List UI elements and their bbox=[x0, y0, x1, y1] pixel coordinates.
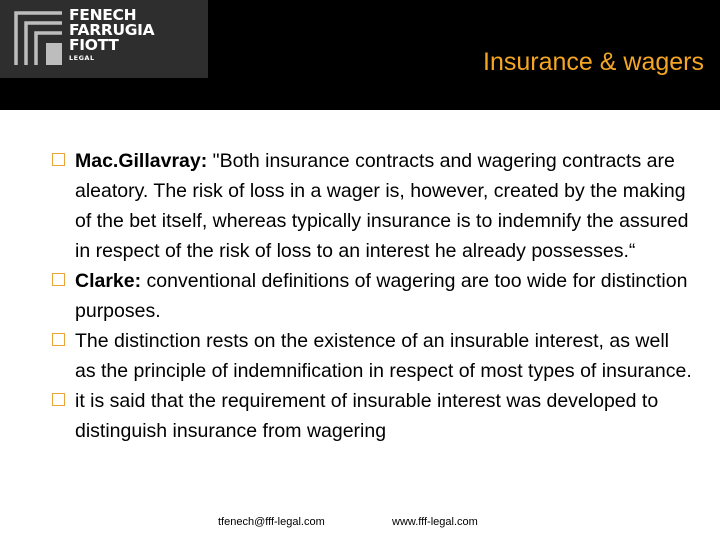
bullet-lead: Clarke: bbox=[75, 270, 142, 292]
bullet-text: "Both insurance contracts and wagering contracts are aleatory. The risk of loss in a wager is, however, created by the making of the bet itself, whereas typically insurance is to indemnify the assured in respect of the risk of loss to an interest he already possesses.“ bbox=[75, 150, 689, 262]
bullet-item bbox=[52, 266, 692, 326]
bullet-item bbox=[52, 146, 692, 266]
bullet-square-icon bbox=[52, 273, 65, 286]
logo-line: FENECH bbox=[69, 6, 137, 24]
footer-email: tfenech@fff-legal.com bbox=[218, 516, 325, 528]
bullet-item bbox=[52, 386, 692, 446]
bullet-square-icon bbox=[52, 393, 65, 406]
logo-line: FIOTT bbox=[69, 36, 119, 54]
footer-website: www.fff-legal.com bbox=[392, 516, 478, 528]
bullet-text: conventional definitions of wagering are too wide for distinction purposes. bbox=[75, 270, 688, 322]
bullet-square-icon bbox=[52, 153, 65, 166]
bullet-text: The distinction rests on the existence of an insurable interest, as well as the principle of indemnification in respect of most types of insurance. bbox=[75, 330, 692, 382]
company-logo bbox=[0, 0, 208, 78]
logo-subline: LEGAL bbox=[69, 54, 95, 62]
bullet-lead: Mac.Gillavray: bbox=[75, 150, 208, 172]
logo-text bbox=[69, 8, 154, 62]
bullet-item bbox=[52, 326, 692, 386]
bullet-text: it is said that the requirement of insurable interest was developed to distinguish insurance from wagering bbox=[75, 390, 659, 442]
logo-mark-icon bbox=[14, 11, 64, 67]
logo-line: FARRUGIA bbox=[69, 21, 155, 39]
bullet-list bbox=[52, 146, 692, 446]
header-bar bbox=[0, 0, 720, 110]
bullet-square-icon bbox=[52, 333, 65, 346]
slide-title: Insurance & wagers bbox=[483, 48, 704, 76]
